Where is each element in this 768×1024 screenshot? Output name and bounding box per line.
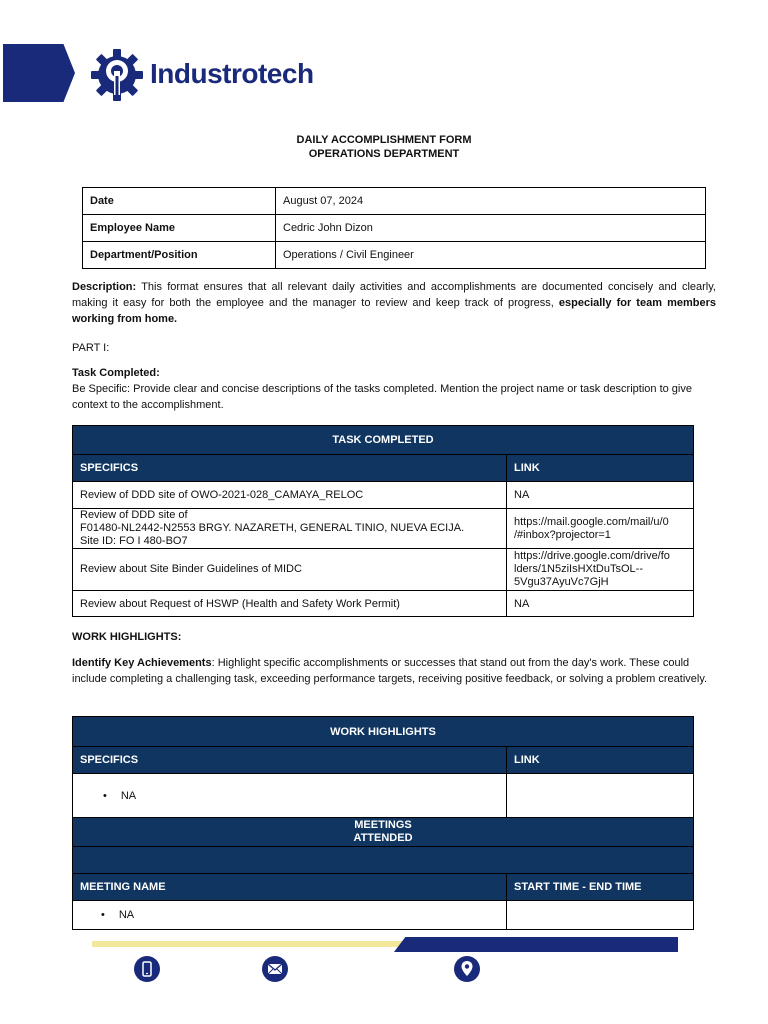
table-row — [73, 901, 694, 930]
meetings-attended-title: MEETINGS ATTENDED — [73, 818, 694, 847]
table-title-row — [73, 818, 694, 847]
table-header-row — [73, 747, 694, 774]
task-spec: Review about Request of HSWP (Health and Safety Work Permit) — [73, 591, 507, 617]
table-row — [73, 549, 694, 591]
form-subtitle: OPERATIONS DEPARTMENT — [308, 148, 460, 160]
table-title-row — [73, 426, 694, 455]
column-header-time: START TIME - END TIME — [507, 874, 694, 901]
task-link: NA — [507, 591, 694, 617]
table-row — [73, 591, 694, 617]
work-highlights-table — [72, 716, 694, 930]
phone-icon — [134, 956, 160, 982]
footer-stripe-yellow — [92, 941, 402, 947]
info-value-date: August 07, 2024 — [276, 188, 706, 215]
info-value-department: Operations / Civil Engineer — [276, 242, 706, 269]
footer-stripe-blue — [394, 937, 678, 952]
column-header-specifics: SPECIFICS — [73, 747, 507, 774]
description-emphasis: especially for team members working from home. — [72, 297, 716, 325]
task-completed-table — [72, 425, 694, 617]
mail-icon — [262, 956, 288, 982]
task-table-title: TASK COMPLETED — [73, 426, 694, 455]
key-achievements-paragraph — [72, 655, 716, 687]
work-highlights-title: WORK HIGHLIGHTS — [73, 717, 694, 747]
list-item: • NA — [73, 774, 507, 818]
key-achievements-text: : Highlight specific accomplishments or successes that stand out from the day's work. These could include completing a challenging task, exceeding performance targets, receiving positive feedback, or solving a problem creatively. — [72, 657, 708, 685]
gear-logo-icon — [90, 48, 144, 102]
form-title-block — [0, 133, 768, 161]
table-header-row — [73, 874, 694, 901]
description-paragraph — [72, 279, 716, 327]
info-row-employee — [83, 215, 706, 242]
highlight-link-cell — [507, 774, 694, 818]
table-row — [73, 509, 694, 549]
key-achievements-label: Identify Key Achievements — [72, 657, 212, 669]
info-label: Department/Position — [83, 242, 276, 269]
task-spec: Review of DDD site of F01480-NL2442-N2553 BRGY. NAZARETH, GENERAL TINIO, NUEVA ECIJA. Site ID: FO I 480-BO7 — [73, 509, 507, 549]
employee-info-table — [82, 187, 706, 269]
table-header-row — [73, 455, 694, 482]
info-value-employee: Cedric John Dizon — [276, 215, 706, 242]
column-header-link: LINK — [507, 747, 694, 774]
info-row-date — [83, 188, 706, 215]
info-label: Date — [83, 188, 276, 215]
info-label: Employee Name — [83, 215, 276, 242]
table-title-row — [73, 717, 694, 747]
description-label: Description: — [72, 281, 137, 293]
location-icon — [454, 956, 480, 982]
info-row-department — [83, 242, 706, 269]
task-intro — [72, 365, 716, 413]
table-row — [73, 774, 694, 818]
brand-banner-shape — [3, 44, 75, 102]
brand-name: Industrotech — [150, 58, 314, 89]
column-header-meeting-name: MEETING NAME — [73, 874, 507, 901]
table-row — [73, 482, 694, 509]
task-intro-heading: Task Completed: — [72, 367, 160, 379]
list-item: • NA — [73, 901, 507, 930]
work-highlights-heading: WORK HIGHLIGHTS: — [72, 631, 182, 643]
table-spacer-row — [73, 847, 694, 874]
form-title: DAILY ACCOMPLISHMENT FORM — [296, 134, 472, 146]
part-label: PART I: — [72, 342, 110, 354]
column-header-specifics: SPECIFICS — [73, 455, 507, 482]
task-link[interactable]: https://drive.google.com/drive/fo lders/1N5ziIsHXtDuTsOL-- 5Vgu37AyuVc7GjH — [507, 549, 694, 591]
task-intro-text: Be Specific: Provide clear and concise descriptions of the tasks completed. Mention the project name or task description to give context to the accomplishment. — [72, 383, 692, 411]
meeting-time-cell — [507, 901, 694, 930]
column-header-link: LINK — [507, 455, 694, 482]
task-spec: Review about Site Binder Guidelines of MIDC — [73, 549, 507, 591]
task-spec: Review of DDD site of OWO-2021-028_CAMAYA_RELOC — [73, 482, 507, 509]
description-text: This format ensures that all relevant daily activities and accomplishments are documented concisely and clearly, making it easy for both the employee and the manager to review and keep track of progress, — [72, 281, 716, 309]
task-link[interactable]: https://mail.google.com/mail/u/0 /#inbox?projector=1 — [507, 509, 694, 549]
task-link: NA — [507, 482, 694, 509]
